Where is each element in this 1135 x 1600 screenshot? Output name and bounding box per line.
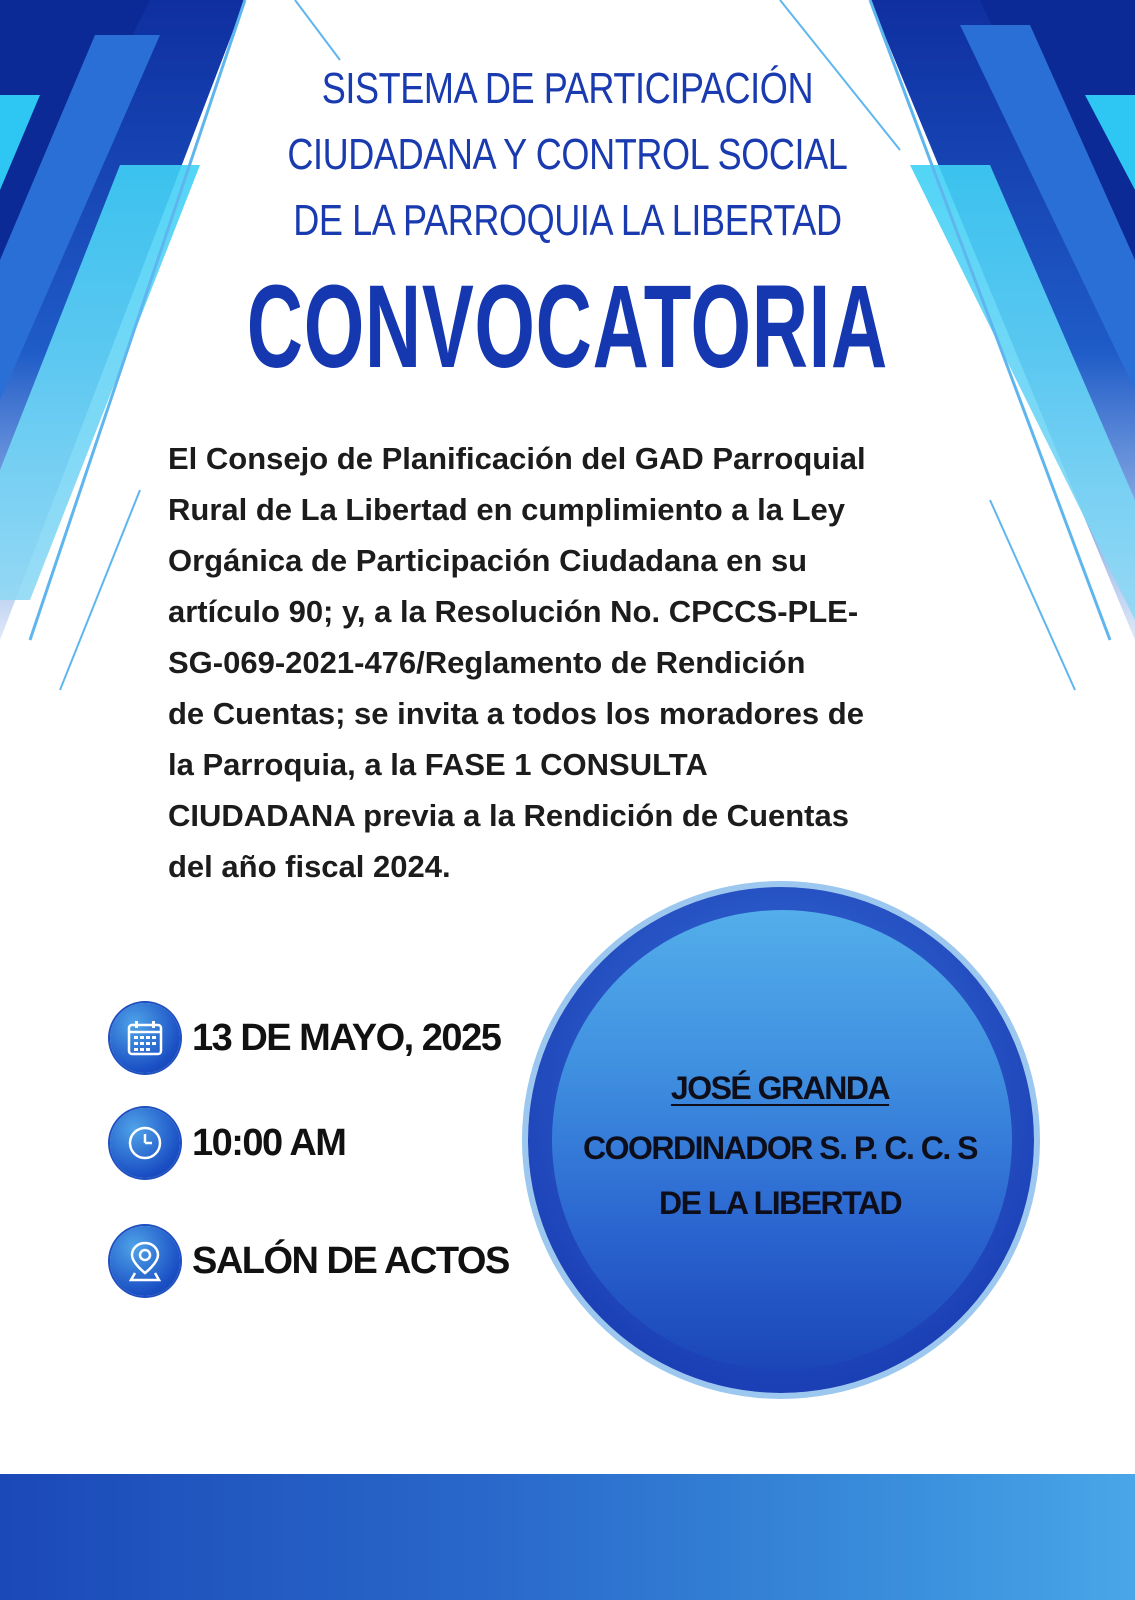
page-title: CONVOCATORIA (246, 261, 888, 393)
announcement-text (168, 433, 986, 892)
coordinator-role: COORDINADOR S. P. C. C. S (583, 1130, 977, 1166)
header-line-1: SISTEMA DE PARTICIPACIÓN (321, 64, 814, 113)
body-line: CIUDADANA previa a la Rendición de Cuentas (168, 798, 849, 833)
header-line-3: DE LA PARROQUIA LA LIBERTAD (293, 196, 842, 245)
event-date-row (110, 1000, 500, 1076)
body-line: Rural de La Libertad en cumplimiento a la Ley (168, 492, 845, 527)
body-line: artículo 90; y, a la Resolución No. CPCCS-PLE- (168, 594, 859, 629)
body-line: del año fiscal 2024. (168, 849, 451, 884)
event-place-row (110, 1223, 509, 1299)
location-pin-icon (110, 1226, 180, 1296)
header-line-2: CIUDADANA Y CONTROL SOCIAL (287, 130, 848, 179)
calendar-icon (110, 1003, 180, 1073)
coordinator-name: JOSÉ GRANDA (670, 1070, 890, 1106)
event-date: 13 DE MAYO, 2025 (192, 1016, 501, 1059)
coordinator-place: DE LA LIBERTAD (658, 1185, 902, 1221)
body-line: Orgánica de Participación Ciudadana en su (168, 543, 808, 578)
body-line: de Cuentas; se invita a todos los moradores de (168, 696, 864, 731)
event-place: SALÓN DE ACTOS (192, 1239, 509, 1282)
body-line: la Parroquia, a la FASE 1 CONSULTA (168, 747, 708, 782)
body-line: SG-069-2021-476/Reglamento de Rendición (168, 645, 806, 680)
clock-icon (110, 1108, 180, 1178)
event-time-row (110, 1105, 345, 1181)
event-time: 10:00 AM (192, 1121, 346, 1164)
footer-band (0, 1474, 1135, 1600)
body-line: El Consejo de Planificación del GAD Parroquial (168, 441, 866, 476)
